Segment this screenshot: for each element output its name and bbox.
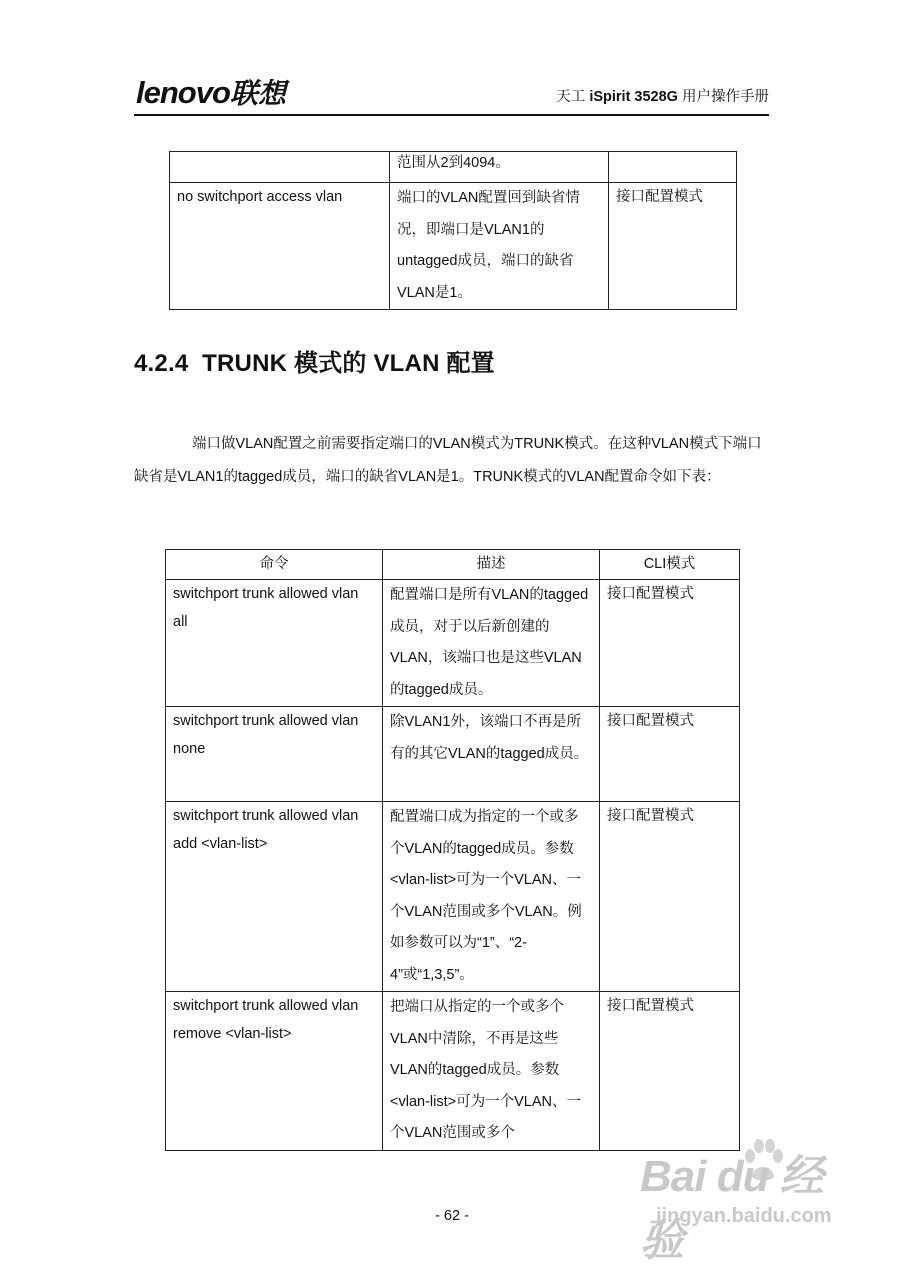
description-cell: 端口的VLAN配置回到缺省情况，即端口是VLAN1的untagged成员，端口的缺省VLAN是1。	[390, 183, 609, 310]
body-paragraph: 端口做VLAN配置之前需要指定端口的VLAN模式为TRUNK模式。在这种VLAN模式下端口缺省是VLAN1的tagged成员，端口的缺省VLAN是1。TRUNK模式的VLAN配置命令如下表：	[134, 436, 762, 485]
section-heading	[134, 343, 495, 378]
description-cell: 范围从2到4094。	[390, 152, 609, 183]
table-row	[166, 802, 740, 992]
section-title: TRUNK 模式的 VLAN 配置	[202, 350, 495, 377]
description-cell: 把端口从指定的一个或多个VLAN中清除，不再是这些VLAN的tagged成员。参数<vlan-list>可为一个VLAN、一个VLAN范围或多个	[383, 992, 600, 1151]
manual-title-suffix: 用户操作手册	[677, 89, 769, 105]
continued-command-table	[169, 151, 737, 310]
page-header	[134, 74, 769, 112]
table-row	[166, 707, 740, 802]
logo-cn-text: 联想	[229, 78, 286, 109]
command-cell: switchport trunk allowed vlan all	[166, 580, 383, 707]
manual-title	[556, 85, 769, 106]
mode-cell: 接口配置模式	[600, 707, 740, 802]
logo-text: lenovo	[136, 75, 230, 110]
column-header-cli-mode: CLI模式	[600, 550, 740, 580]
watermark-main-text: Bai du 经验	[640, 1152, 823, 1265]
command-cell: no switchport access vlan	[170, 183, 390, 310]
command-cell	[170, 152, 390, 183]
command-cell: switchport trunk allowed vlan none	[166, 707, 383, 802]
table-row	[166, 580, 740, 707]
trunk-vlan-command-table	[165, 549, 740, 1151]
header-divider	[134, 114, 769, 116]
column-header-command: 命令	[166, 550, 383, 580]
table-row	[166, 992, 740, 1151]
baidu-jingyan-watermark	[640, 1140, 850, 1265]
manual-title-product: iSpirit 3528G	[589, 89, 678, 105]
page-number: - 62 -	[435, 1208, 469, 1224]
command-cell: switchport trunk allowed vlan remove <vlan-list>	[166, 992, 383, 1151]
table-row	[170, 152, 737, 183]
mode-cell: 接口配置模式	[600, 580, 740, 707]
mode-cell: 接口配置模式	[600, 992, 740, 1151]
mode-cell	[609, 152, 737, 183]
description-cell: 配置端口成为指定的一个或多个VLAN的tagged成员。参数<vlan-list>可为一个VLAN、一个VLAN范围或多个VLAN。例如参数可以为“1”、“2-4”或“1,3,5”。	[383, 802, 600, 992]
description-cell: 配置端口是所有VLAN的tagged成员，对于以后新创建的VLAN，该端口也是这些VLAN的tagged成员。	[383, 580, 600, 707]
table-row	[170, 183, 737, 310]
mode-cell: 接口配置模式	[600, 802, 740, 992]
description-cell: 除VLAN1外，该端口不再是所有的其它VLAN的tagged成员。	[383, 707, 600, 802]
watermark-url: jingyan.baidu.com	[656, 1205, 832, 1227]
mode-cell: 接口配置模式	[609, 183, 737, 310]
column-header-description: 描述	[383, 550, 600, 580]
table-header-row	[166, 550, 740, 580]
command-cell: switchport trunk allowed vlan add <vlan-list>	[166, 802, 383, 992]
section-number: 4.2.4	[134, 350, 189, 377]
lenovo-logo	[136, 76, 286, 111]
manual-title-prefix: 天工	[556, 89, 590, 105]
